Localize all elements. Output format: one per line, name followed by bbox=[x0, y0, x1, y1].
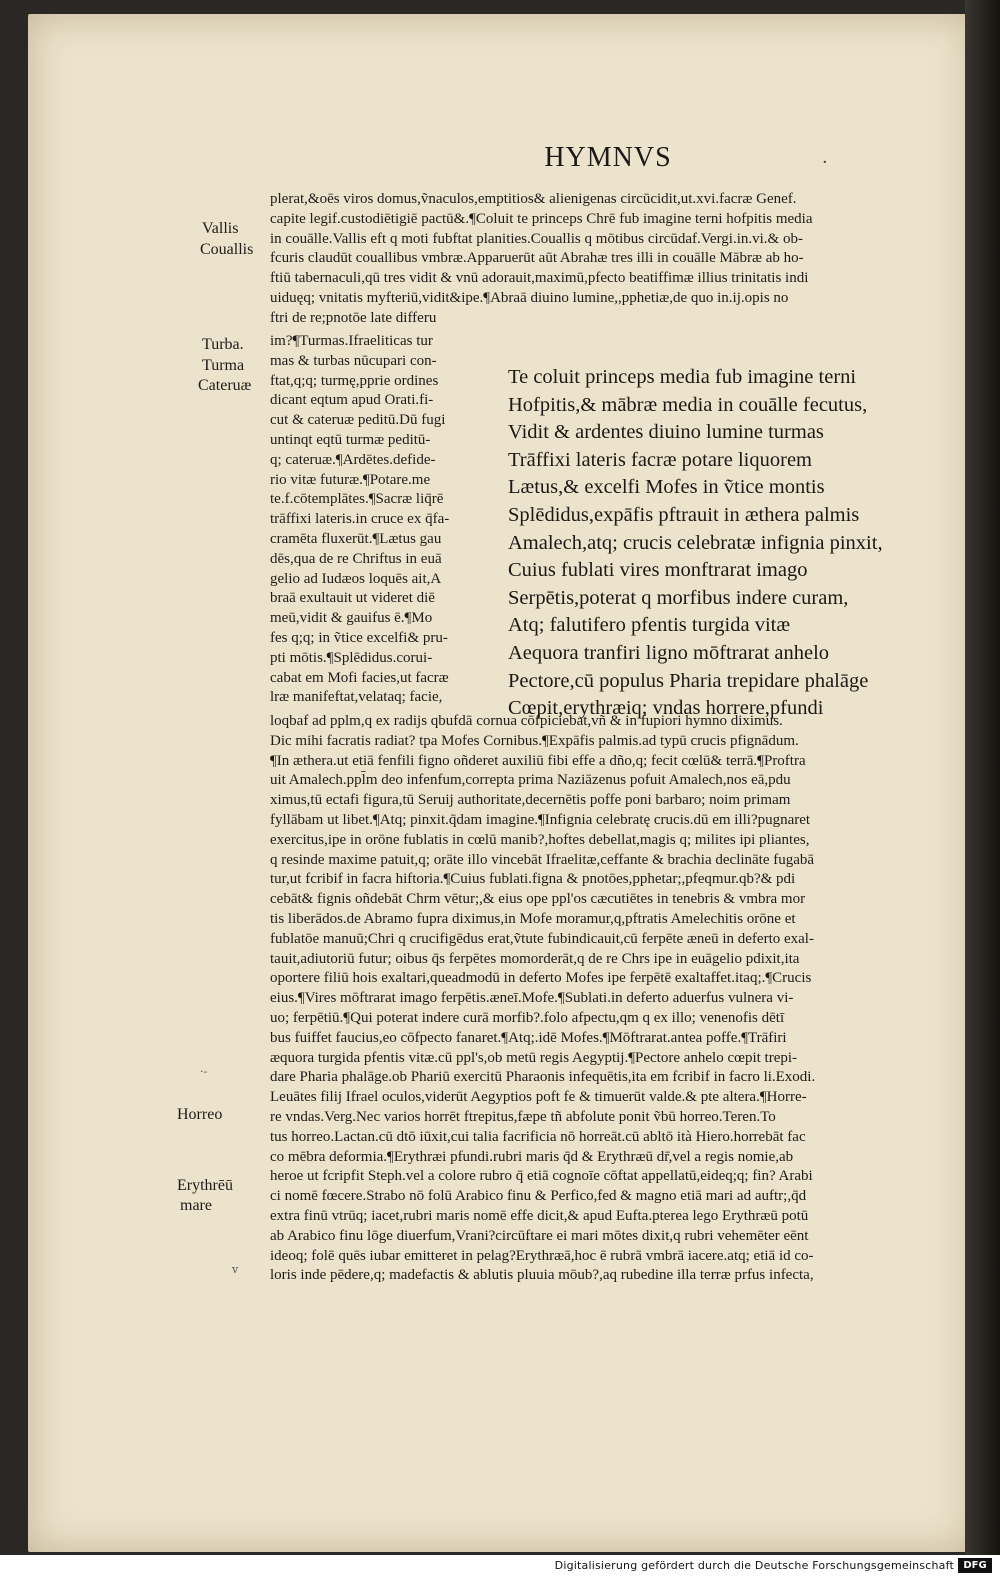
heading-mark: · bbox=[822, 152, 828, 173]
verse-line: Vidit & ardentes diuino lumine turmas bbox=[508, 421, 824, 444]
text-line: mas & turbas nūcupari con- bbox=[270, 352, 437, 369]
text-line: fublatōe manuū;Chri q crucifigēdus erat,ṽtute fubindicauit,cū ferpēte æneū in deferto exal- bbox=[270, 930, 814, 947]
dfg-logo: DFG bbox=[958, 1558, 992, 1573]
text-line: plerat,&oēs viros domus,ṽnaculos,emptitios& alienigenas circūcidit,ut.xvi.facræ Genef. bbox=[270, 191, 797, 207]
digitization-credit: Digitalisierung gefördert durch die Deutsche Forschungsgemeinschaft bbox=[554, 1559, 954, 1572]
text-line: æquora turgida pfentis vitæ.cū ppl's,ob metū regis Aegyptij.¶Pectore anhelo cœpit trepi- bbox=[270, 1049, 798, 1066]
text-line: dicant eqtum apud Orati.fi- bbox=[270, 392, 434, 409]
text-line: heroe ut fcripfit Steph.vel a colore rubro q̄ etiā cognoīe cōftat appellatū,eideq;q; fin? Arabi bbox=[270, 1168, 813, 1185]
text-line: lræ manifeftat,velataq; facie, bbox=[270, 689, 443, 706]
text-line: loqbaf ad pplm,q ex radijs qbufdā cornua cōfpiciebat,vñ & in fupiori hymno diximus. bbox=[270, 713, 783, 729]
verse-line: Amalech,atq; crucis celebratæ infignia pinxit, bbox=[508, 531, 883, 554]
text-line: in couālle.Vallis eft q moti fubftat planities.Couallis q mōtibus circūdaf.Vergi.in.vi.& ob- bbox=[270, 230, 803, 247]
text-line: cebāt& fignis oñdebāt Chrm vētur;,& eius ope ppl'os cæcutiētes in tenebris & vmbra mor bbox=[270, 891, 806, 908]
text-line: untinqt eqtū turmæ peditū- bbox=[270, 431, 431, 448]
text-line: trāffixi lateris.in cruce ex q̄fa- bbox=[270, 511, 450, 528]
margin-note-turba: Turba. bbox=[202, 336, 244, 353]
text-line: loris inde pēdere,q; madefactis & ablutis pluuia mōub?,aq rubedine illa terræ prfus infecta, bbox=[270, 1267, 814, 1284]
verse-line: Splēdidus,expāfis pftrauit in æthera palmis bbox=[508, 503, 860, 526]
text-line: exercitus,ipe in orōne fublatis in cœlū manib?,hoftes debellat,magis q; milites ipi pliantes, bbox=[270, 831, 810, 848]
commentary-top bbox=[270, 190, 965, 329]
text-line: tus horreo.Lactan.cū dtō iūxit,cui talia facrificia nō horreāt.cū abltō ità Hiero.horrebāt fac bbox=[270, 1128, 806, 1145]
text-line: ftat,q;q; turmę,pprie ordines bbox=[270, 372, 439, 389]
verse-line: Aequora tranfiri ligno mōftrarat anhelo bbox=[508, 641, 830, 664]
text-line: ideoq; folē quēs iubar emitteret in pelag?Erythræā,hoc ē rubrā vmbrā iacere.atq; etiā id co- bbox=[270, 1247, 814, 1264]
text-line: uit Amalech.ppl̄m deo infenfum,correpta prima Naziāzenus pofuit Amalech,nos eā,pdu bbox=[270, 772, 791, 789]
text-line: ci nomē fœcere.Strabo nō folū Arabico finu & Perfico,fed & magno etiā mari ad auftr;,q̄d bbox=[270, 1188, 807, 1205]
text-line: pti mōtis.¶Splēdidus.corui- bbox=[270, 649, 433, 666]
text-line: co mēbra deformia.¶Erythræi pfundi.rubri maris q̄d & Erythræū dr̄,vel a regis nomie,ab bbox=[270, 1148, 794, 1165]
text-line: bus fuiffet faucius,eo cōfpecto fanaret.¶Atq;.idē Mofes.¶Mōftrarat.antea poffe.¶Trāfiri bbox=[270, 1029, 787, 1046]
stray-mark: v bbox=[232, 1263, 239, 1276]
running-heading: HYMNVS bbox=[544, 142, 672, 173]
text-line: te.f.cōtemplātes.¶Sacræ liq̄rē bbox=[270, 491, 444, 508]
text-line: re vndas.Verg.Nec varios horrēt ftrepitus,fæpe tñ abfolute ponit ṽbū horreo.Teren.To bbox=[270, 1108, 776, 1125]
text-line: uiduęq; vnitatis myfteriū,vidit&ipe.¶Abraā diuino lumine,,pphetiæ,de quo in.ij.opis no bbox=[270, 289, 789, 306]
commentary-bottom bbox=[270, 712, 965, 1286]
margin-note-catervae: Cateruæ bbox=[198, 377, 252, 394]
verse-line: Lætus,& excelfi Mofes in ṽtice montis bbox=[508, 476, 825, 499]
text-line: cramēta fluxerūt.¶Lætus gau bbox=[270, 530, 442, 547]
footer-bar bbox=[0, 1555, 1000, 1576]
verse-line: Atq; falutifero pfentis turgida vitæ bbox=[508, 614, 791, 637]
text-line: capite legif.custodiētigiē pactū&.¶Coluit te princeps Chrē fub imagine terni hofpitis media bbox=[270, 210, 813, 227]
margin-note-erythraeum: Erythrēū bbox=[177, 1177, 233, 1194]
text-line: ftiū tabernaculi,qū tres vidit & vnū adorauit,maximū,pfecto beatiffimæ illius trinitatis indi bbox=[270, 270, 809, 287]
margin-note-couallis: Couallis bbox=[200, 241, 254, 258]
text-line: eius.¶Vires mōftrarat imago ferpētis.æneī.Mofe.¶Sublati.in deferto aduerfus vulnera vi- bbox=[270, 990, 794, 1007]
verse-line: Cuius fublati vires monftrarat imago bbox=[508, 559, 808, 582]
text-line: q; cateruæ.¶Ardētes.defide- bbox=[270, 451, 436, 468]
text-line: dare Pharia phalāge.ob Phariū exercitū Pharaonis infequētis,ita em fcribif in facro li.Exodi. bbox=[270, 1069, 816, 1086]
text-line: rio vitæ futuræ.¶Potare.me bbox=[270, 471, 431, 488]
text-line: gelio ad Iudæos loquēs ait,A bbox=[270, 570, 442, 587]
text-line: Leuātes filij Ifrael oculos,viderūt Aegyptios poft fe & timuerūt valde.& pte altera.¶Horre- bbox=[270, 1089, 807, 1106]
verse-line: Te coluit princeps media fub imagine terni bbox=[508, 366, 857, 388]
text-line: cut & cateruæ peditū.Dū fugi bbox=[270, 412, 446, 429]
verse-line: Cœpit,erythræiq; vndas horrere,pfundi bbox=[508, 697, 824, 720]
text-line: q resinde maxime patuit,q; orāte illo vincebāt Ifraelitæ,ceffante & brachia declināte fugabā bbox=[270, 851, 815, 868]
verse-line: Serpētis,poterat q morfibus indere curam, bbox=[508, 586, 849, 609]
text-line: extra finū vtrūq; iacet,rubri maris nomē effe dicit,& apud Eufta.pterea lego Erythræū potū bbox=[270, 1207, 809, 1224]
margin-note-horreo: Horreo bbox=[177, 1106, 223, 1123]
text-line: Dic mihi facratis radiat? tpa Mofes Cornibus.¶Expāfis palmis.ad typū crucis pfignādum. bbox=[270, 732, 799, 749]
text-line: fcuris claudūt couallibus vmbræ.Apparuerūt aūt Abrahæ tres illi in couālle Mābræ ab ho- bbox=[270, 250, 804, 267]
text-line: fes q;q; in ṽtice excelfi& pru- bbox=[270, 629, 448, 646]
text-line: ab Arabico finu lōge diuerfum,Vrani?circūftare ei mari mōtes dixit,q rubri vehemēter eēnt bbox=[270, 1227, 809, 1244]
text-line: ftri de re;pnotōe late differu bbox=[270, 309, 437, 326]
text-line: tis liberādos.de Abramo fupra diximus,in Mofe moramur,q,pftratis Amelechitis orōne et bbox=[270, 910, 796, 927]
hymn-verse bbox=[508, 364, 968, 723]
book-gutter bbox=[965, 0, 1000, 1576]
stray-mark: ·- bbox=[200, 1065, 208, 1078]
commentary-left-column bbox=[270, 332, 495, 708]
text-line: oportere filiū hois exaltari,queadmodū in deferto Mofes ipe ferpētē exaltaffet.itaq;.¶Crucis bbox=[270, 970, 812, 987]
verse-line: Pectore,cū populus Pharia trepidare phalāge bbox=[508, 669, 869, 692]
text-line: meū,vidit & gauifus ē.¶Mo bbox=[270, 610, 433, 627]
text-line: fyllābam ut libet.¶Atq; pinxit.q̄dam imagine.¶Infignia celebratę crucis.dū em illi?pugnaret bbox=[270, 811, 811, 828]
text-line: im?¶Turmas.Ifraeliticas tur bbox=[270, 333, 433, 349]
margin-note-turma: Turma bbox=[202, 357, 245, 374]
text-line: cabat em Mofi facies,ut facræ bbox=[270, 669, 449, 686]
text-line: ximus,tū ectafi figura,tū Seruij authoritate,decernētis poffe poni barbaro; noim primam bbox=[270, 792, 791, 809]
text-line: dēs,qua de re Chriftus in euā bbox=[270, 550, 442, 567]
text-line: tur,ut fcribif in facra hiftoria.¶Cuius fublati.figna & pnotōes,pphetar;,pfeqmur.qb?& pdi bbox=[270, 871, 796, 888]
text-line: tauit,adiutoriū futur; oibus q̄s ferpētes momorderāt,q de re Chrs ipe in euāgelio pdixit,ita bbox=[270, 950, 800, 967]
verse-line: Trāffixi lateris facræ potare liquorem bbox=[508, 448, 812, 471]
margin-note-mare: mare bbox=[180, 1197, 212, 1214]
text-line: braā exultauit ut videret diē bbox=[270, 590, 435, 607]
text-line: uo; ferpētiū.¶Qui poterat indere curā morfib?.folo afpectu,qm q ex illo; venenofis dētī bbox=[270, 1009, 785, 1026]
verse-line: Hofpitis,& mābræ media in couālle fecutus, bbox=[508, 393, 868, 416]
margin-note-vallis: Vallis bbox=[202, 220, 239, 237]
text-line: ¶In æthera.ut etiā fenfili figno oñderet auxiliū fibi effe a dño,q; fecit cœlū& terrā.¶Proftra bbox=[270, 752, 806, 769]
